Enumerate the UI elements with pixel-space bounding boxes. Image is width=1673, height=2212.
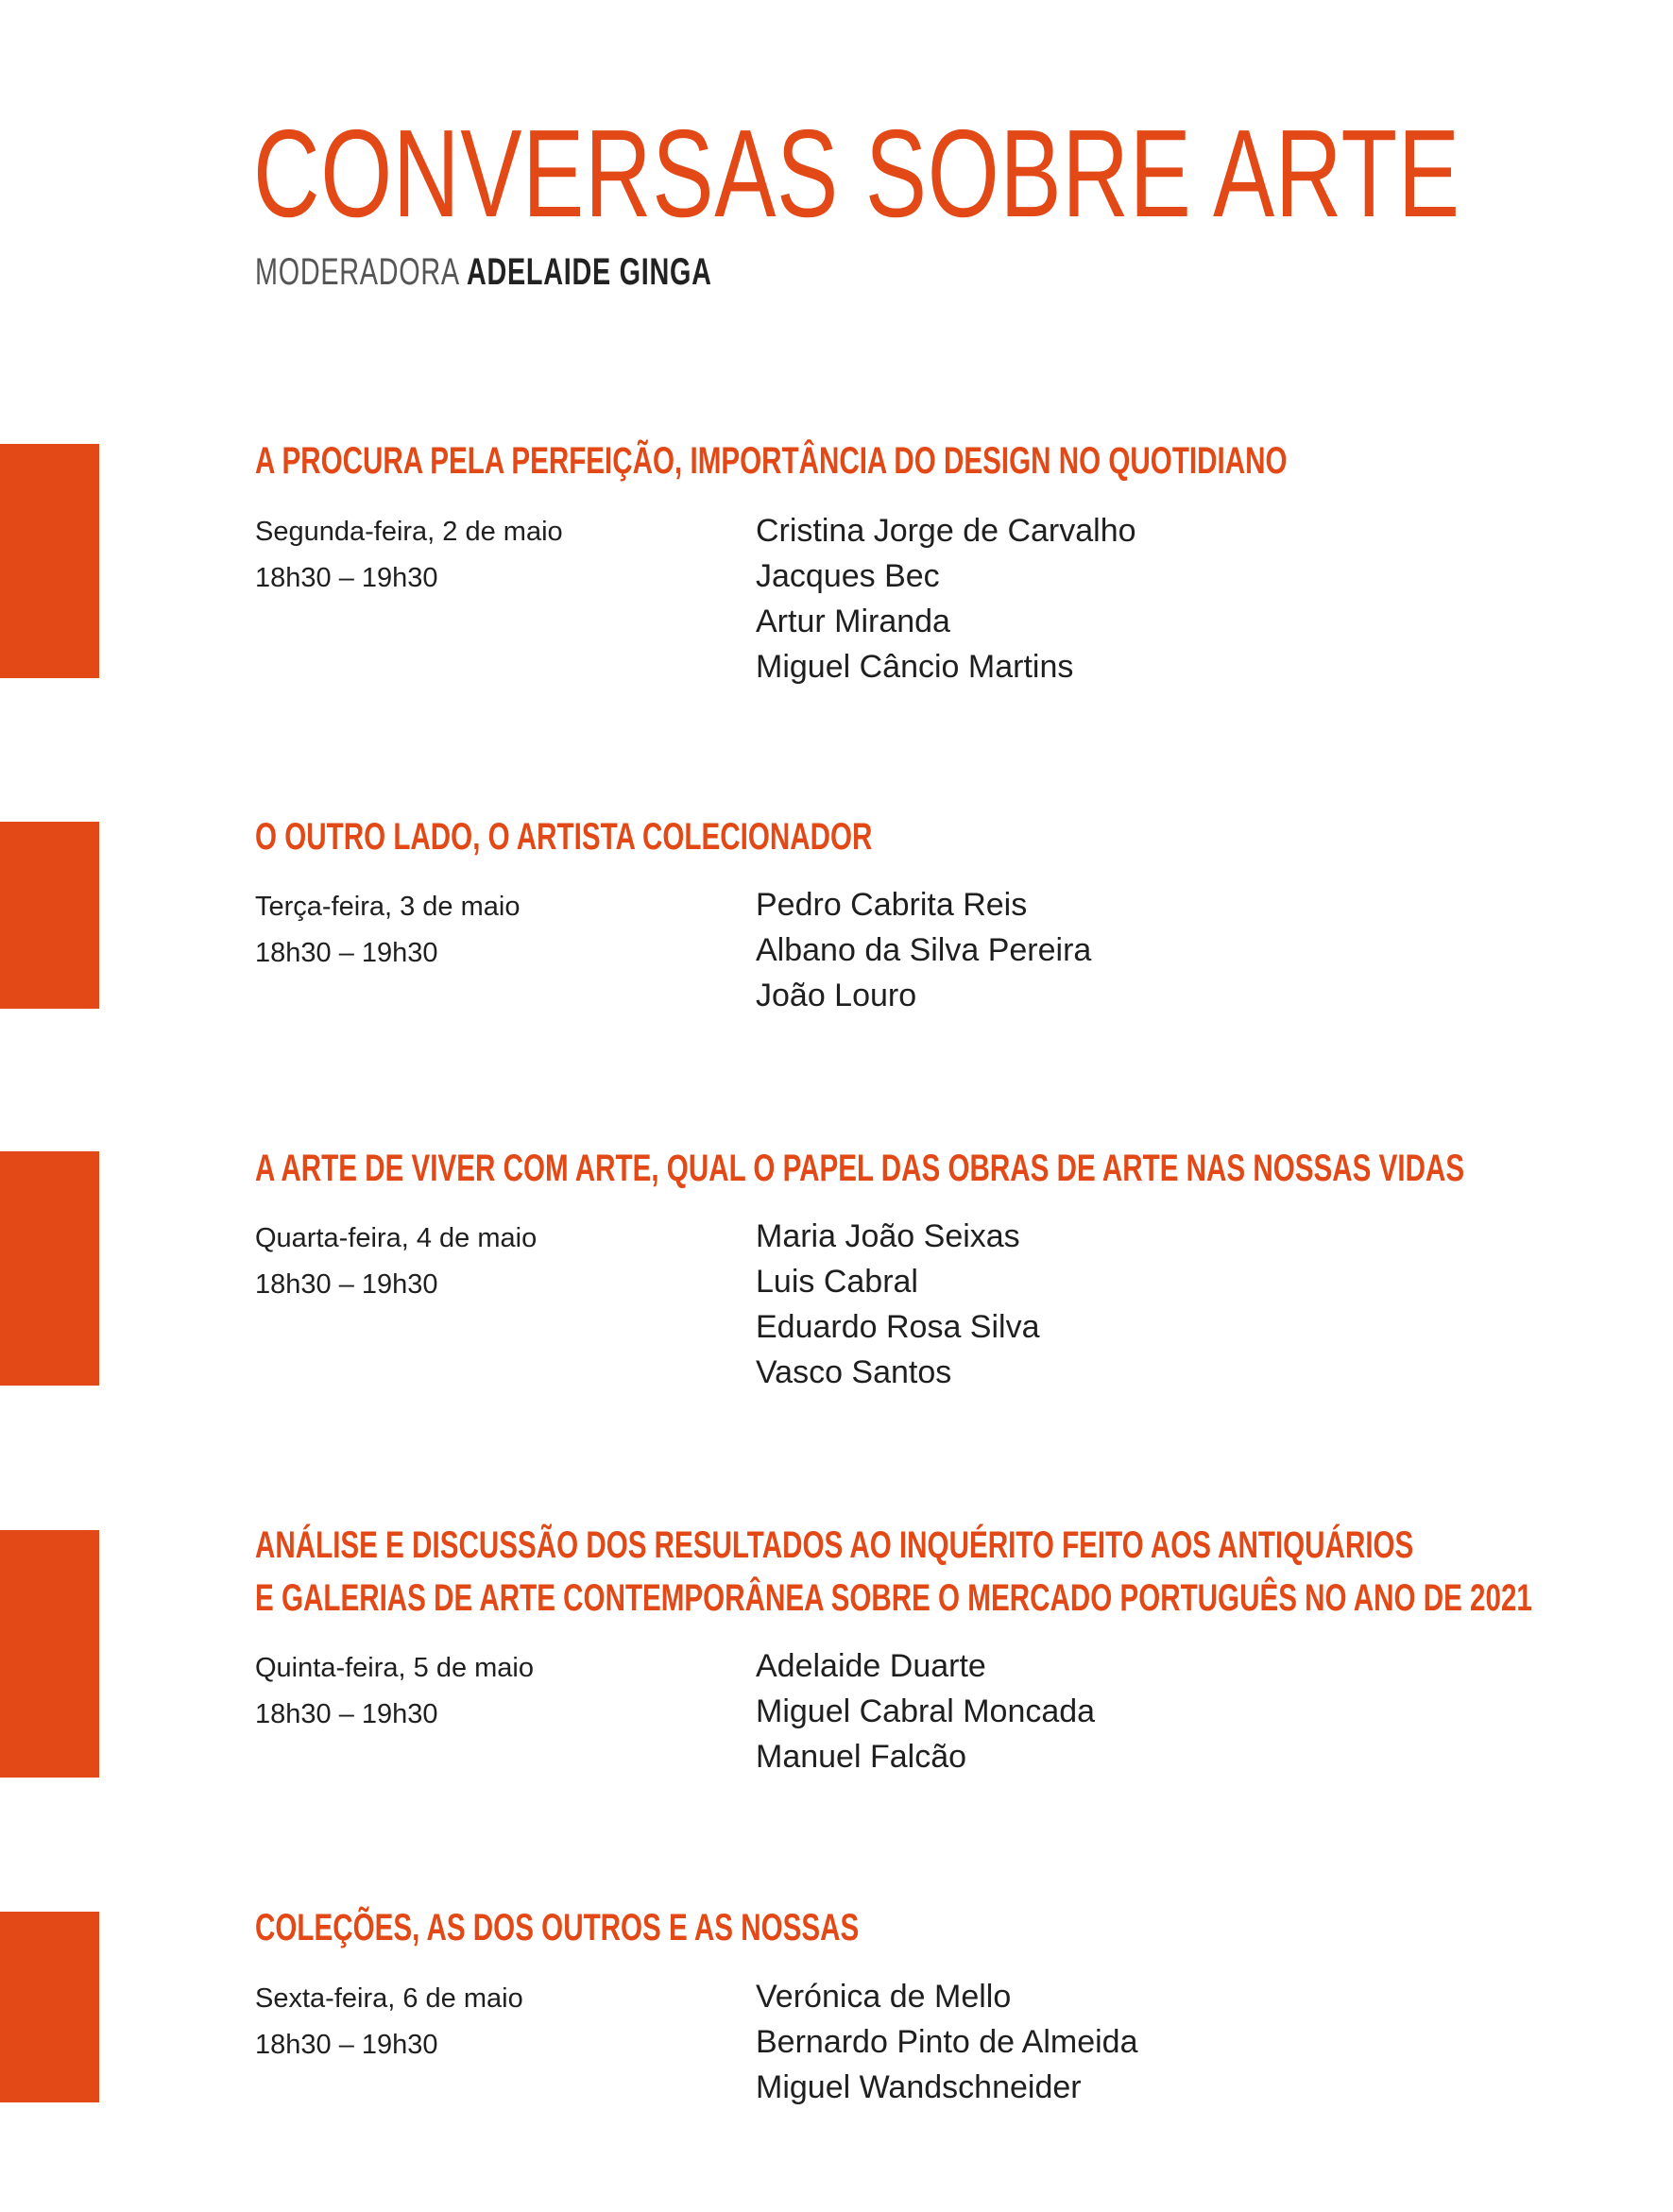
session-time: 18h30 – 19h30 [255,2030,438,2060]
session-title-line: O OUTRO LADO, O ARTISTA COLECIONADOR [255,816,873,858]
moderator-line [255,251,712,293]
moderator-label: MODERADORA [255,251,459,293]
speaker-name: Eduardo Rosa Silva [756,1309,1040,1345]
speaker-name: João Louro [756,978,917,1013]
moderator-name: ADELAIDE GINGA [466,251,712,293]
speaker-list [756,1214,1040,1395]
session-date: Quarta-feira, 4 de maio [255,1223,538,1253]
speaker-list [756,882,1091,1018]
speaker-list [756,508,1136,689]
session-date: Sexta-feira, 6 de maio [255,1983,523,2014]
session-title [255,1519,1532,1625]
session-time: 18h30 – 19h30 [255,563,438,593]
speaker-name: Vasco Santos [756,1354,952,1390]
speaker-name: Verónica de Mello [756,1979,1012,2015]
session-title [255,1901,859,1954]
page-title: CONVERSAS SOBRE ARTE [253,104,1460,243]
session-accent-bar [0,444,99,678]
session-time: 18h30 – 19h30 [255,938,438,968]
speaker-list [756,1974,1137,2110]
speaker-list [756,1643,1095,1779]
session-title-line: ANÁLISE E DISCUSSÃO DOS RESULTADOS AO INQUÉRITO FEITO AOS ANTIQUÁRIOS [255,1524,1414,1566]
session-accent-bar [0,822,99,1009]
speaker-name: Cristina Jorge de Carvalho [756,513,1136,549]
session-time: 18h30 – 19h30 [255,1699,438,1729]
session-accent-bar [0,1151,99,1386]
speaker-name: Artur Miranda [756,604,950,639]
session-title [255,810,872,863]
speaker-name: Albano da Silva Pereira [756,932,1092,968]
session-title [255,434,1288,487]
session-accent-bar [0,1530,99,1778]
speaker-name: Miguel Cabral Moncada [756,1693,1096,1729]
speaker-name: Bernardo Pinto de Almeida [756,2024,1138,2060]
speaker-name: Pedro Cabrita Reis [756,887,1028,923]
session-date: Terça-feira, 3 de maio [255,892,521,922]
speaker-name: Adelaide Duarte [756,1648,986,1684]
session-title [255,1142,1464,1195]
speaker-name: Manuel Falcão [756,1739,967,1775]
session-time: 18h30 – 19h30 [255,1269,438,1300]
speaker-name: Jacques Bec [756,558,940,594]
session-title-line: A ARTE DE VIVER COM ARTE, QUAL O PAPEL DAS OBRAS DE ARTE NAS NOSSAS VIDAS [255,1148,1465,1189]
speaker-name: Miguel Wandschneider [756,2069,1082,2105]
speaker-name: Maria João Seixas [756,1218,1020,1254]
speaker-name: Miguel Câncio Martins [756,649,1074,685]
session-title-line: A PROCURA PELA PERFEIÇÃO, IMPORTÂNCIA DO DESIGN NO QUOTIDIANO [255,440,1288,482]
session-title-line: E GALERIAS DE ARTE CONTEMPORÂNEA SOBRE O MERCADO PORTUGUÊS NO ANO DE 2021 [255,1577,1532,1619]
session-date: Quinta-feira, 5 de maio [255,1653,534,1683]
session-title-line: COLEÇÕES, AS DOS OUTROS E AS NOSSAS [255,1907,860,1948]
session-accent-bar [0,1912,99,2102]
session-date: Segunda-feira, 2 de maio [255,517,563,547]
speaker-name: Luis Cabral [756,1264,918,1300]
